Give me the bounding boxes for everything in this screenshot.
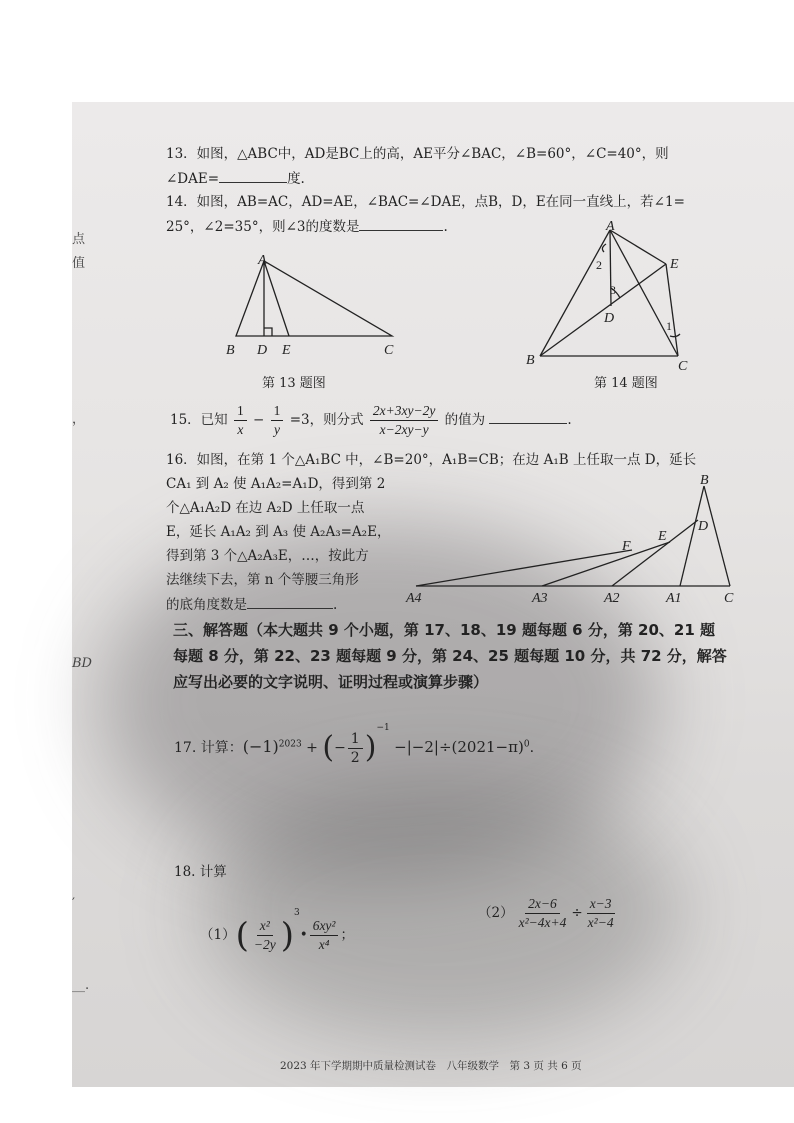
bisector-ae — [264, 261, 289, 336]
fig16-label-a4: A4 — [406, 591, 422, 606]
fig14-label-b: B — [526, 353, 535, 368]
q15-f2-den: y — [274, 422, 281, 437]
q13-line1: 13．如图，△ABC中，AD是BC上的高，AE平分∠BAC，∠B=60°，∠C=40°，则 — [166, 146, 669, 162]
fig14-label-3: 3 — [610, 283, 616, 297]
edge-fragment: __. — [72, 978, 90, 993]
q18-p1-fraction-1 — [251, 917, 279, 954]
q14-prefix: 25°，∠2=35°，则∠3的度数是 — [166, 219, 360, 235]
q15-end: . — [567, 412, 572, 428]
fig14-label-c: C — [678, 359, 688, 374]
q14-answer-blank — [359, 216, 443, 231]
fig14-label-a: A — [606, 219, 615, 234]
fig14-label-1: 1 — [666, 319, 672, 333]
q16-end: . — [333, 597, 338, 613]
q18-p2-fraction-2 — [585, 895, 617, 932]
q18-p1-f2-num: 6xy² — [310, 917, 339, 936]
q15-f1-num: 1 — [234, 402, 247, 421]
q15-eq: =3，则分式 — [289, 412, 364, 428]
fig16-label-d: D — [698, 519, 709, 534]
q13-prefix: ∠DAE= — [166, 171, 220, 187]
q16-line6: 法继续下去，第 n 个等腰三角形 — [166, 572, 359, 588]
section3-line2: 每题 8 分，第 22、23 题每题 9 分，第 24、25 题每题 10 分，共 72 分，解答 — [173, 647, 727, 665]
q14-line1: 14．如图，AB=AC，AD=AE，∠BAC=∠DAE，点B，D，E在同一直线上，若∠1= — [166, 194, 685, 210]
q15-f3-den: x−2xy−y — [379, 422, 429, 437]
q14-line2 — [166, 216, 448, 237]
q15 — [170, 398, 572, 442]
q16-line7 — [166, 594, 337, 615]
angle-2-arc — [602, 244, 606, 252]
q18-p2-f2-num: x−3 — [587, 895, 615, 914]
fig16-label-a2: A2 — [604, 591, 620, 606]
q18-part1 — [200, 888, 354, 961]
q16-line4: E，延长 A₁A₂ 到 A₃ 使 A₂A₃=A₂E， — [166, 524, 391, 540]
right-angle-mark — [264, 328, 272, 336]
q16-line3: 个△A₁A₂D 在边 A₂D 上任取一点 — [166, 500, 365, 516]
q18-p2-label: （2） — [478, 905, 514, 921]
q17-rest: −|−2|÷(2021−π) — [394, 738, 524, 756]
fig16-label-b: B — [700, 473, 709, 488]
q15-answer-blank — [489, 409, 567, 424]
q18-p1-f1-num: x² — [257, 917, 273, 936]
q17-frac-num: 1 — [348, 730, 363, 749]
q18-p1-paren-close: ) — [280, 915, 294, 956]
fig14-label-2: 2 — [596, 258, 602, 272]
seg-ab — [540, 230, 610, 356]
seg-be — [540, 264, 666, 356]
seg-ae — [610, 230, 666, 264]
q18-title: 18. 计算 — [174, 864, 227, 880]
q18-p2-f1-num: 2x−6 — [525, 895, 560, 914]
q16-answer-blank — [247, 594, 333, 609]
q17-end: . — [529, 740, 535, 756]
edge-fragment: ， — [72, 412, 86, 427]
edge-fragment: BD — [72, 656, 92, 671]
q15-f3-num: 2x+3xy−2y — [370, 402, 438, 421]
edge-fragment: ′ — [72, 896, 75, 911]
q15-f1-den: x — [237, 422, 244, 437]
q14-suffix: . — [443, 219, 448, 235]
q18-p1-label: （1） — [200, 927, 236, 943]
seg-ea3 — [542, 542, 670, 586]
fig13-label-d: D — [257, 343, 268, 358]
fig16-label-a1: A1 — [666, 591, 682, 606]
figure-14 — [520, 218, 695, 378]
seg-bc — [704, 486, 730, 586]
q13-suffix: 度. — [287, 171, 305, 187]
q16-line1: 16．如图，在第 1 个△A₁BC 中，∠B=20°，A₁B=CB；在边 A₁B 上任取一点 D，延长 — [166, 452, 697, 468]
seg-ba1 — [680, 486, 704, 586]
q17-paren-open: ( — [322, 730, 335, 765]
q15-fraction-2 — [271, 402, 284, 439]
q17 — [174, 704, 534, 772]
q15-f2-num: 1 — [271, 402, 284, 421]
fig13-label-b: B — [226, 343, 235, 358]
q18-p2-div: ÷ — [571, 905, 583, 921]
q16-prefix: 的底角度数是 — [166, 597, 247, 613]
q15-fraction-1 — [234, 402, 247, 439]
q17-frac-den: 2 — [350, 749, 360, 766]
q15-fraction-3 — [370, 402, 438, 439]
edge-fragment: 值 — [72, 256, 86, 271]
fig14-label-e: E — [670, 257, 679, 272]
q17-plus: + — [306, 740, 318, 756]
figure-16 — [402, 470, 752, 610]
seg-fa4 — [416, 550, 632, 586]
q17-paren-close: ) — [364, 730, 377, 765]
q17-term1-exp: 2023 — [278, 739, 302, 750]
fig14-caption: 第 14 题图 — [594, 376, 658, 391]
q17-term1: (−1) — [242, 737, 279, 756]
q15-minus: − — [253, 412, 265, 428]
q15-suffix: 的值为 — [444, 412, 486, 428]
q18-p1-fraction-2 — [310, 917, 339, 954]
q15-prefix: 15．已知 — [170, 412, 228, 428]
fig14-label-d: D — [604, 311, 615, 326]
q18-part2 — [478, 888, 619, 938]
q13-answer-blank — [219, 168, 287, 183]
q17-frac-sign: − — [334, 740, 346, 756]
seg-ec — [666, 264, 678, 356]
q16-line5: 得到第 3 个△A₂A₃E，…，按此方 — [166, 548, 369, 564]
q18-p1-dot: • — [299, 927, 308, 943]
q18-p1-f1-den: −2y — [253, 937, 276, 952]
figure-13 — [222, 250, 402, 365]
fig16-label-f: F — [622, 539, 631, 554]
q18-p2-f1-den: x²−4x+4 — [518, 915, 567, 930]
q18-p1-end: ； — [340, 927, 354, 943]
fig13-label-e: E — [282, 343, 291, 358]
q18-p1-exp: 3 — [293, 908, 300, 918]
section3-line1: 三、解答题（本大题共 9 个小题，第 17、18、19 题每题 6 分，第 20、21 题 — [173, 621, 716, 639]
q18-p2-fraction-1 — [516, 895, 570, 932]
fig13-label-c: C — [384, 343, 394, 358]
q17-prefix: 17. 计算： — [174, 740, 243, 756]
fig13-caption: 第 13 题图 — [262, 376, 326, 391]
fig16-label-a3: A3 — [532, 591, 548, 606]
q16-line2: CA₁ 到 A₂ 使 A₁A₂=A₁D，得到第 2 — [166, 476, 386, 492]
edge-fragment: 点 — [72, 232, 86, 247]
section3-line3: 应写出必要的文字说明、证明过程或演算步骤） — [173, 673, 489, 691]
q18-p2-f2-den: x²−4 — [587, 915, 614, 930]
seg-ac — [610, 230, 678, 356]
q17-frac-exp: −1 — [376, 723, 390, 733]
q17-fraction — [348, 730, 363, 767]
q18-p1-f2-den: x⁴ — [318, 937, 330, 952]
page-footer: 2023 年下学期期中质量检测试卷 八年级数学 第 3 页 共 6 页 — [280, 1060, 582, 1072]
triangle-abc — [236, 261, 392, 336]
q18-p1-paren-open: ( — [235, 915, 249, 956]
fig16-label-e: E — [658, 529, 667, 544]
fig16-label-c: C — [724, 591, 734, 606]
q13-line2 — [166, 168, 305, 189]
fig13-label-a: A — [258, 253, 267, 268]
q17-rest-exp: 0 — [523, 739, 530, 750]
